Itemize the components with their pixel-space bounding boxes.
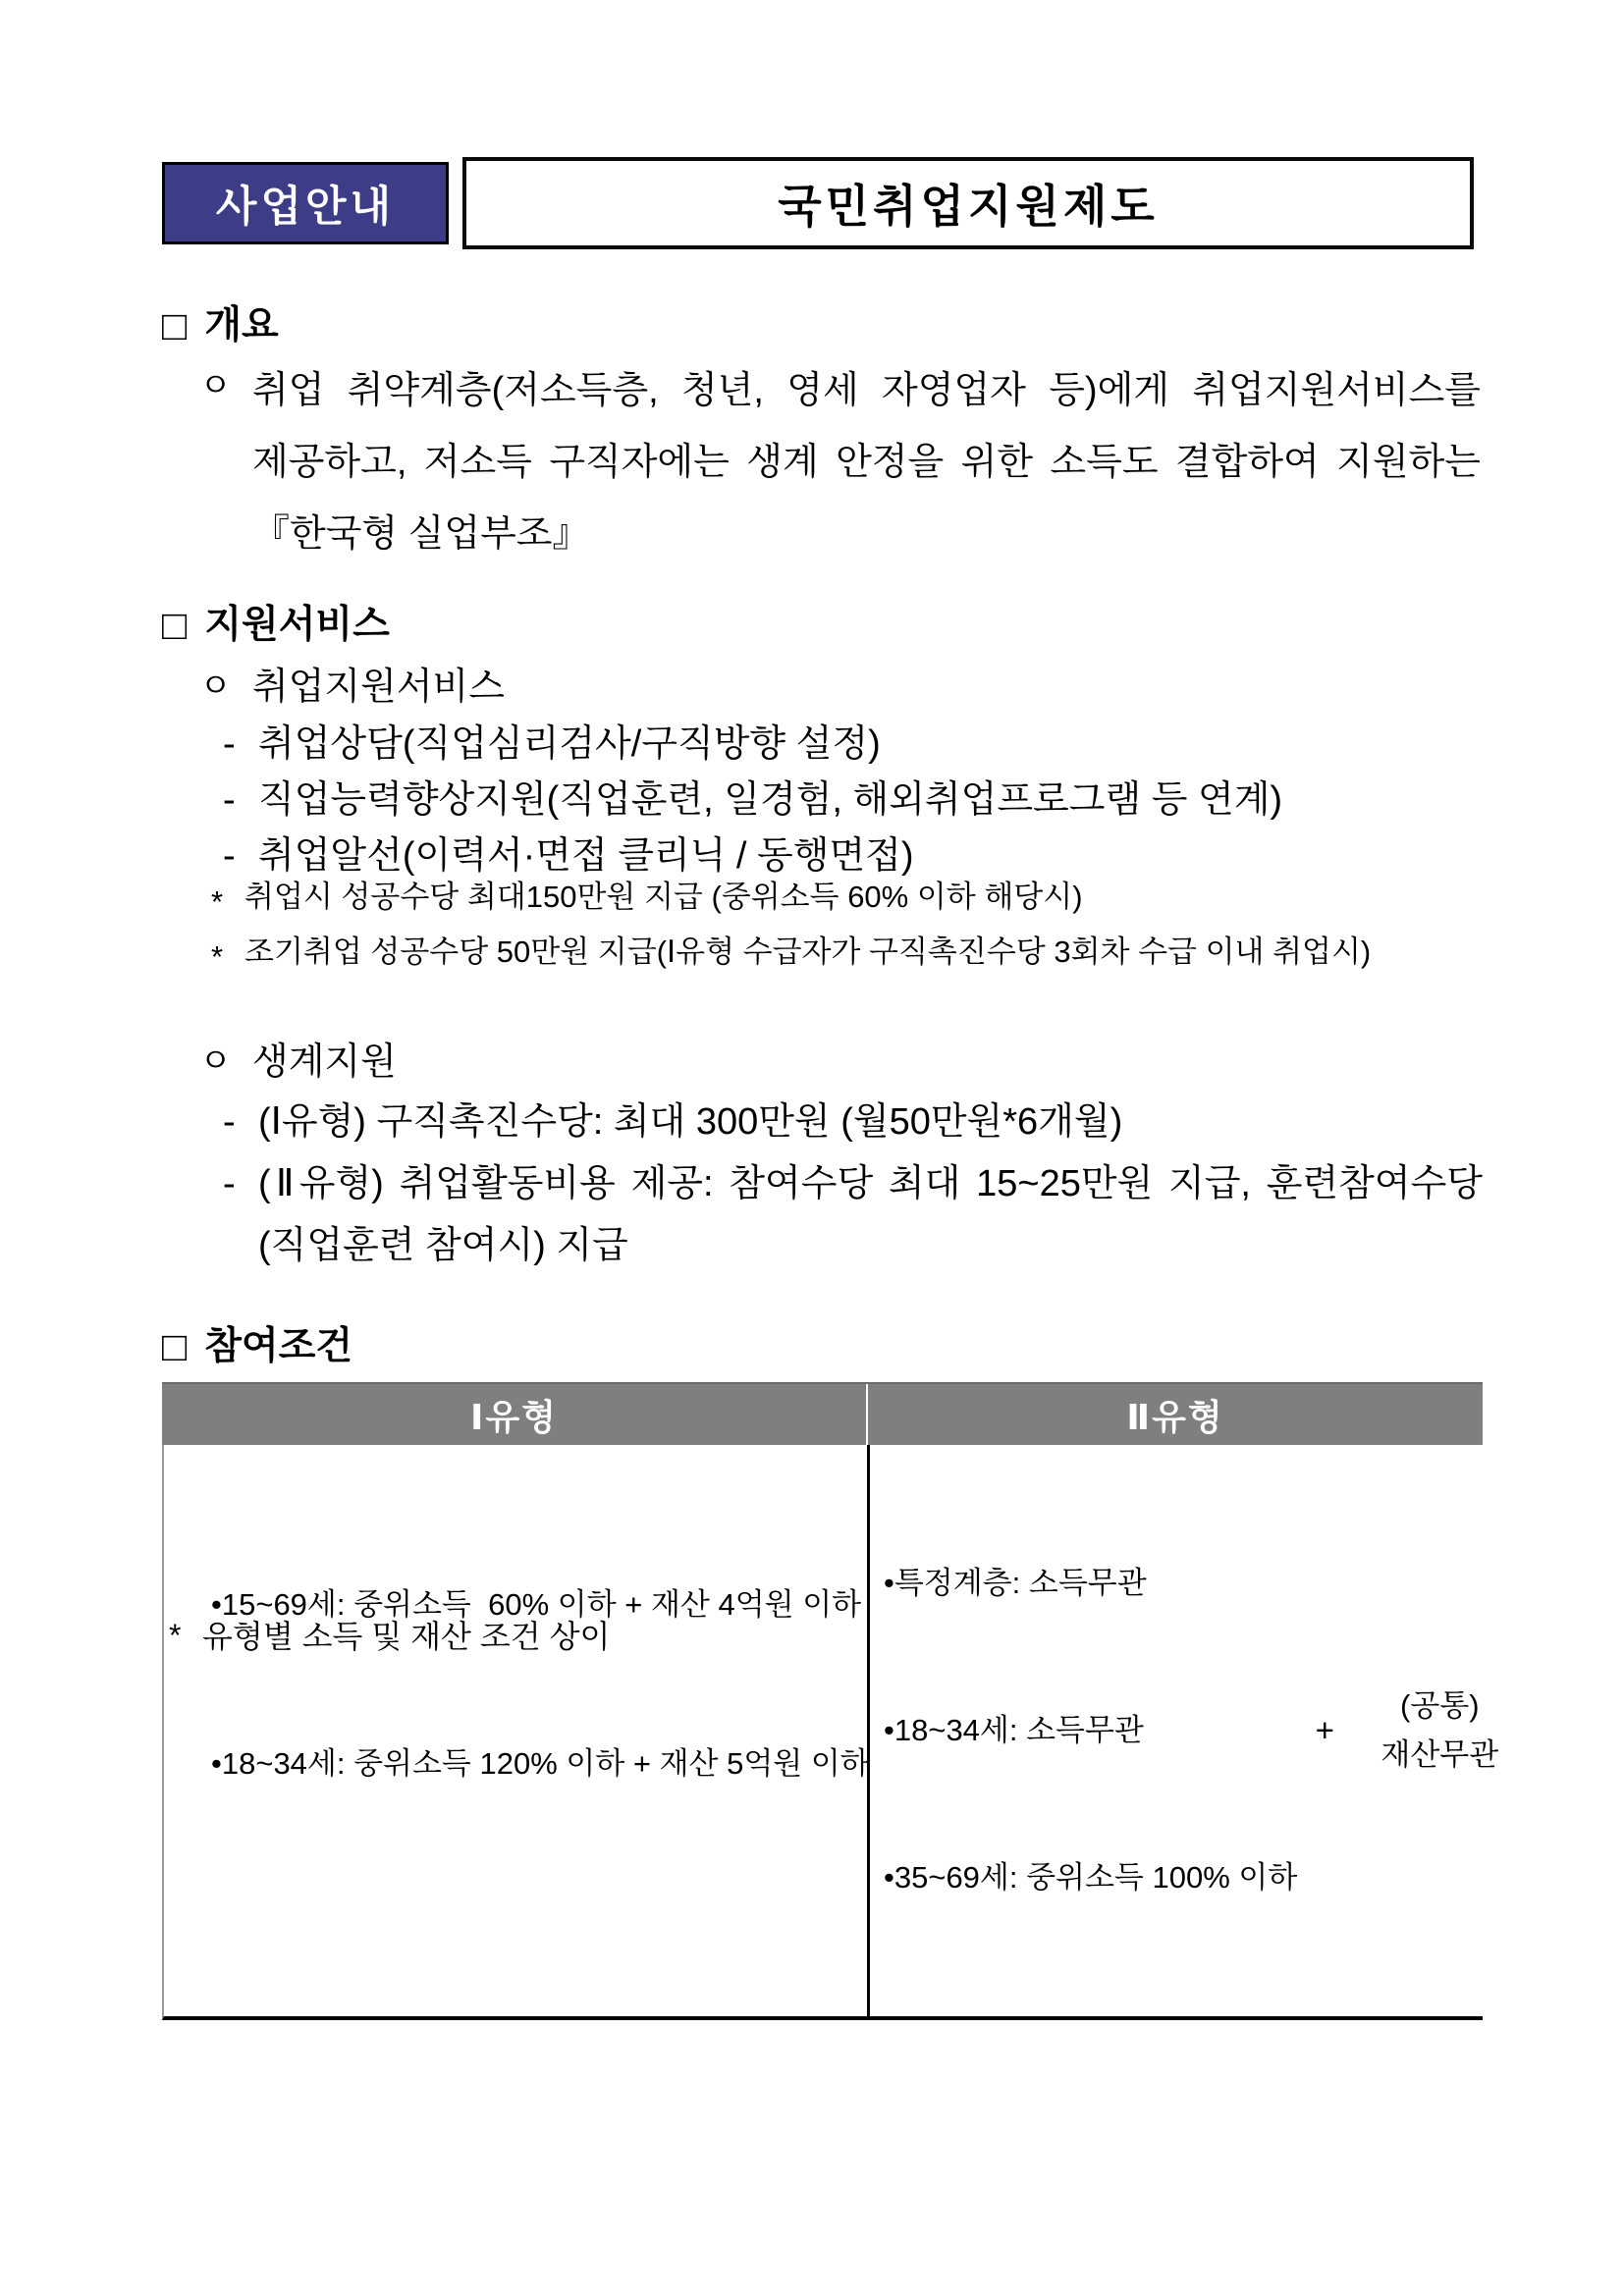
- conditions-table-body-row: [162, 1445, 1499, 2020]
- common-condition-line1: (공통): [1400, 1688, 1480, 1723]
- note-text: 취업시 성공수당 최대150만원 지급 (중위소득 60% 이하 해당시): [244, 880, 1083, 914]
- plus-sign: +: [1315, 1712, 1334, 1748]
- type1-condition-text: 15~69세: 중위소득 60% 이하 + 재산 4억원 이하: [221, 1587, 862, 1622]
- bullet-marker-icon: •: [884, 1860, 894, 1895]
- table-cell-type2: [870, 1445, 1535, 2016]
- livelihood-support-title-label: 생계지원: [252, 1041, 397, 1083]
- list-item: [223, 1153, 1483, 1277]
- program-badge: 사업안내: [162, 162, 449, 244]
- table-row: [211, 1737, 870, 1790]
- section-heading-overview: [162, 294, 279, 349]
- type2-condition-text: 18~34세: 소득무관: [893, 1713, 1144, 1747]
- document-header: [162, 157, 1474, 249]
- overview-text: 취업 취약계층(저소득층, 청년, 영세 자영업자 등)에게 취업지원서비스를 제공하고, 저소득 구직자에는 생계 안정을 위한 소득도 결합하여 지원하는 『한국형 실업부조』: [252, 370, 1481, 555]
- livelihood-support-list: [223, 1092, 1483, 1277]
- livelihood-support-title: [199, 1031, 397, 1085]
- list-item-text: (Ⅰ유형) 구직촉진수당: 최대 300만원 (월50만원*6개월): [258, 1101, 1123, 1143]
- star-marker-icon: *: [169, 1618, 182, 1653]
- overview-paragraph: [199, 355, 1481, 570]
- type2-condition-text: 특정계층: 소득무관: [893, 1566, 1147, 1600]
- type1-condition-text: 18~34세: 중위소득 120% 이하 + 재산 5억원 이하: [221, 1746, 870, 1781]
- star-marker-icon: *: [211, 884, 224, 919]
- circle-marker-icon: ㅇ: [199, 1042, 232, 1080]
- table-row: [884, 1853, 1297, 1902]
- conditions-table: [162, 1382, 1499, 2020]
- list-item-text: 취업알선(이력서·면접 클리닉 / 동행면접): [258, 835, 914, 877]
- list-item: [223, 773, 1282, 828]
- circle-marker-icon: ㅇ: [199, 367, 232, 404]
- bullet-marker-icon: •: [211, 1746, 222, 1781]
- conditions-table-header-row: [162, 1382, 1483, 1445]
- list-item-text: (Ⅱ유형) 취업활동비용 제공: 참여수당 최대 15~25만원 지급, 훈련참여수당 (직업훈련 참여시) 지급: [258, 1163, 1483, 1266]
- section-heading-overview-label: 개요: [204, 304, 279, 347]
- note-item: [211, 870, 1371, 925]
- list-item-text: 취업상담(직업심리검사/구직방향 설정): [258, 723, 881, 765]
- section-heading-conditions: [162, 1315, 352, 1370]
- dash-marker-icon: -: [223, 1101, 236, 1143]
- table-cell-type1: [164, 1445, 870, 2016]
- table-header-type1: Ⅰ유형: [162, 1384, 868, 1445]
- circle-marker-icon: ㅇ: [199, 667, 232, 705]
- section-heading-conditions-label: 참여조건: [204, 1325, 353, 1367]
- common-condition-line2: 재산무관: [1380, 1737, 1499, 1772]
- list-item-text: 직업능력향상지원(직업훈련, 일경험, 해외취업프로그램 등 연계): [258, 779, 1283, 821]
- dash-marker-icon: -: [223, 779, 236, 821]
- bullet-marker-icon: •: [884, 1566, 894, 1600]
- employment-services-list: [223, 717, 1282, 884]
- employment-services-title-label: 취업지원서비스: [252, 667, 505, 708]
- common-condition: [1352, 1682, 1527, 1780]
- section-heading-services: [162, 594, 390, 649]
- page-title: 국민취업지원제도: [462, 157, 1474, 249]
- table-header-type2: Ⅱ유형: [868, 1384, 1483, 1445]
- square-marker-icon: □: [162, 1323, 188, 1369]
- square-marker-icon: □: [162, 602, 188, 648]
- dash-marker-icon: -: [223, 1163, 236, 1204]
- type2-condition-text: 35~69세: 중위소득 100% 이하: [893, 1860, 1298, 1895]
- table-footnote: [169, 1612, 610, 1657]
- bullet-marker-icon: •: [211, 1587, 222, 1622]
- section-heading-services-label: 지원서비스: [204, 604, 390, 646]
- employment-services-notes: [211, 870, 1371, 980]
- bullet-marker-icon: •: [884, 1713, 894, 1747]
- employment-services-title: [199, 656, 505, 710]
- table-row: [884, 1559, 1297, 1608]
- note-text: 조기취업 성공수당 50만원 지급(Ⅰ유형 수급자가 구직촉진수당 3회차 수급 이내 취업시): [244, 934, 1372, 969]
- note-item: [211, 925, 1371, 980]
- list-item: [223, 1092, 1483, 1153]
- type2-condition-list: [884, 1461, 1297, 2001]
- table-row: [884, 1706, 1297, 1755]
- star-marker-icon: *: [211, 939, 224, 974]
- dash-marker-icon: -: [223, 723, 236, 765]
- dash-marker-icon: -: [223, 835, 236, 877]
- square-marker-icon: □: [162, 302, 188, 348]
- list-item: [223, 717, 1282, 773]
- table-footnote-text: 유형별 소득 및 재산 조건 상이: [202, 1619, 611, 1654]
